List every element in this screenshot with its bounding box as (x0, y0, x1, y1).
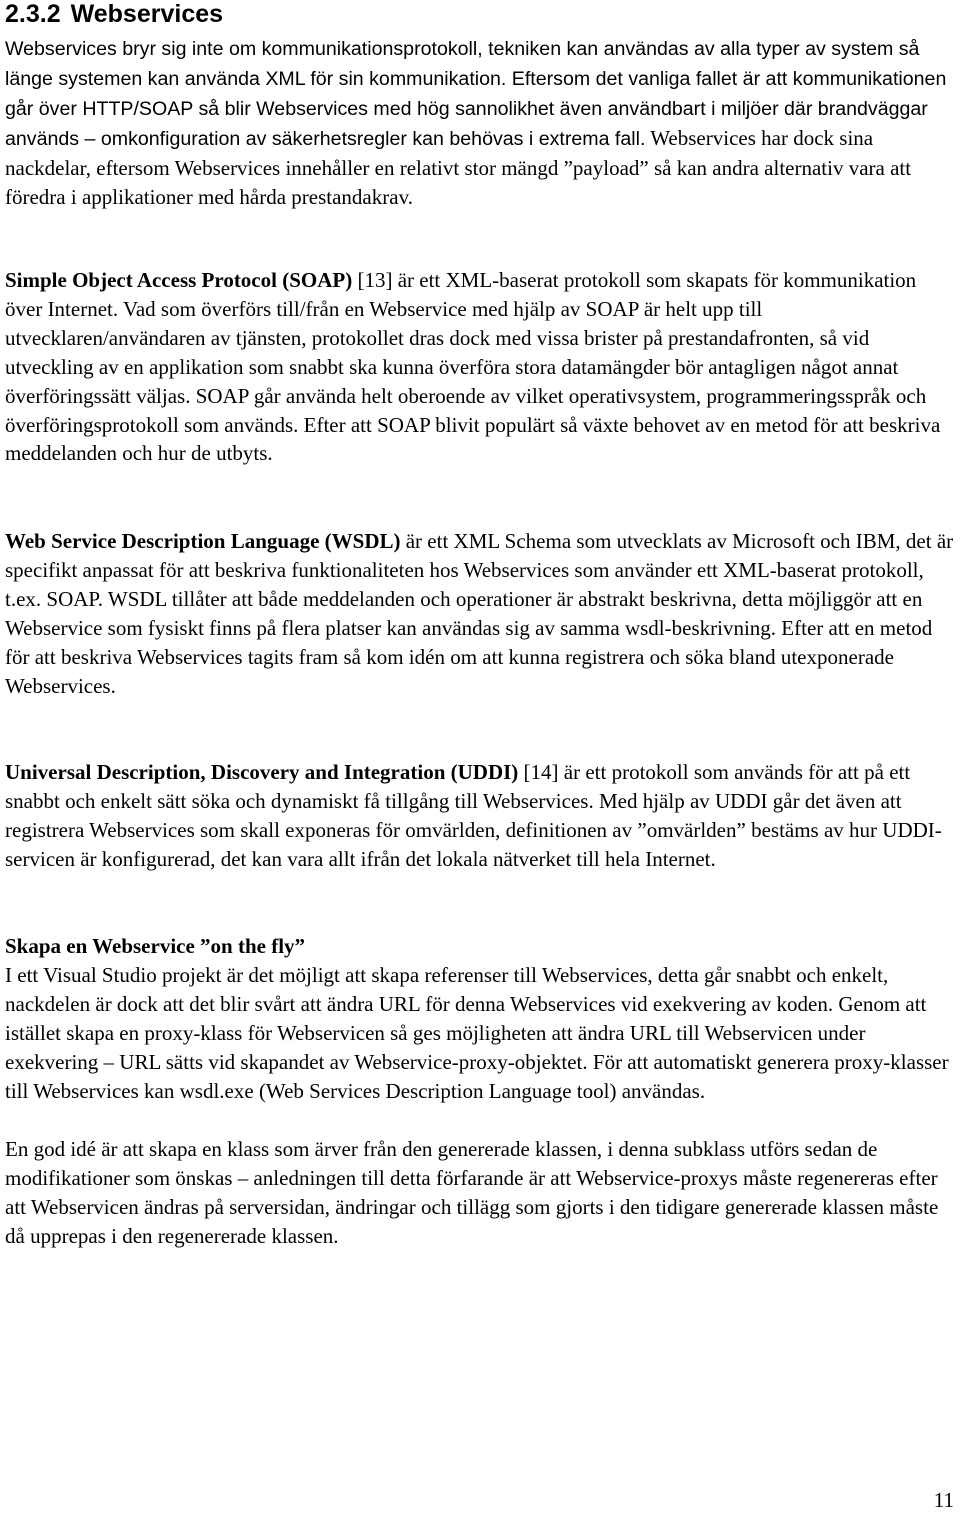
section-title: Webservices (70, 0, 224, 28)
soap-term: Simple Object Access Protocol (SOAP) (5, 268, 353, 292)
on-the-fly-paragraph-2: En god idé är att skapa en klass som ärver från den genererade klassen, i denna subklass utförs sedan de modifikationer som önskas – anledningen till detta förfarande är att Webservice-proxys måste regenereras efter att Webservicen ändras på serversidan, ändringar och tillägg som gjorts i den tidigare genererade klassen måste då upprepas i den regenererade klassen. (5, 1137, 939, 1248)
intro-paragraph (5, 34, 955, 211)
uddi-text: [14] är ett protokoll som används för att på ett snabbt och enkelt sätt söka och dynamiskt få tillgång till Webservices. Med hjälp av UDDI går det även att registrera Webservices som skall exponeras för omvärlden, definitionen av ”omvärlden” bestäms av hur UDDI-servicen är konfigurerad, det kan vara allt ifrån det lokala nätverket till hela Internet. (5, 760, 942, 871)
on-the-fly-paragraph-1: I ett Visual Studio projekt är det möjligt att skapa referenser till Webservices, detta går snabbt och enkelt, nackdelen är dock att det blir svårt att ändra URL för denna Webservices vid exekvering av koden. Genom att istället skapa en proxy-klass för Webservicen så ges möjligheten att ändra URL till Webservicen under exekvering – URL sätts vid skapandet av Webservice-proxy-objektet. För att automatiskt generera proxy-klasser till Webservices kan wsdl.exe (Web Services Description Language tool) användas. (5, 963, 949, 1103)
section-heading (5, 0, 223, 29)
intro-text-part1: Webservices bryr sig inte om kommunikationsprotokoll, tekniken kan användas av alla typer av system så länge systemen kan använda XML för sin kommunikation. Eftersom det vanliga fallet är att kommunikationen går över HTTP/SOAP så blir Webservices med hög sannolikhet även användbart i miljöer där brandväggar används – omkonfiguration av säkerhetsregler kan behövas i extrema fall. (5, 38, 947, 150)
wsdl-text: är ett XML Schema som utvecklats av Microsoft och IBM, det är specifikt anpassat för att beskriva funktionaliteten hos Webservices som använder ett XML-baserat protokoll, t.ex. SOAP. WSDL tillåter att både meddelanden och operationer är abstrakt beskrivna, detta möjliggör att en Webservice som fysiskt finns på flera platser kan användas sig av samma wsdl-beskrivning. Efter att en metod för att beskriva Webservices tagits fram så kom idén om att kunna registrera och söka bland utexponerade Webservices. (5, 529, 954, 698)
wsdl-term: Web Service Description Language (WSDL) (5, 529, 401, 553)
uddi-paragraph (5, 758, 955, 874)
soap-paragraph (5, 266, 955, 468)
intro-text-part2: Webservices har dock sina nackdelar, eftersom Webservices innehåller en relativt stor mängd ”payload” så kan andra alternativ vara att föredra i applikationer med hårda prestandakrav. (5, 125, 912, 209)
section-number: 2.3.2 (5, 0, 61, 28)
uddi-term: Universal Description, Discovery and Integration (UDDI) (5, 760, 519, 784)
soap-text: [13] är ett XML-baserat protokoll som skapats för kommunikation över Internet. Vad som överförs till/från en Webservice med hjälp av SOAP är helt upp till utvecklaren/användaren av tjänsten, protokollet dras dock med vissa brister på prestandafronten, så vid utveckling av en applikation som snabbt ska kunna överföra stora datamängder bör antagligen något annat överföringssätt väljas. SOAP går använda helt oberoende av vilket operativsystem, programmeringsspråk och överföringsprotokoll som används. Efter att SOAP blivit populärt så växte behovet av en metod för att beskriva meddelanden och hur de utbyts. (5, 268, 941, 466)
wsdl-paragraph (5, 527, 955, 700)
on-the-fly-title: Skapa en Webservice ”on the fly” (5, 934, 306, 958)
page-number: 11 (933, 1488, 954, 1512)
